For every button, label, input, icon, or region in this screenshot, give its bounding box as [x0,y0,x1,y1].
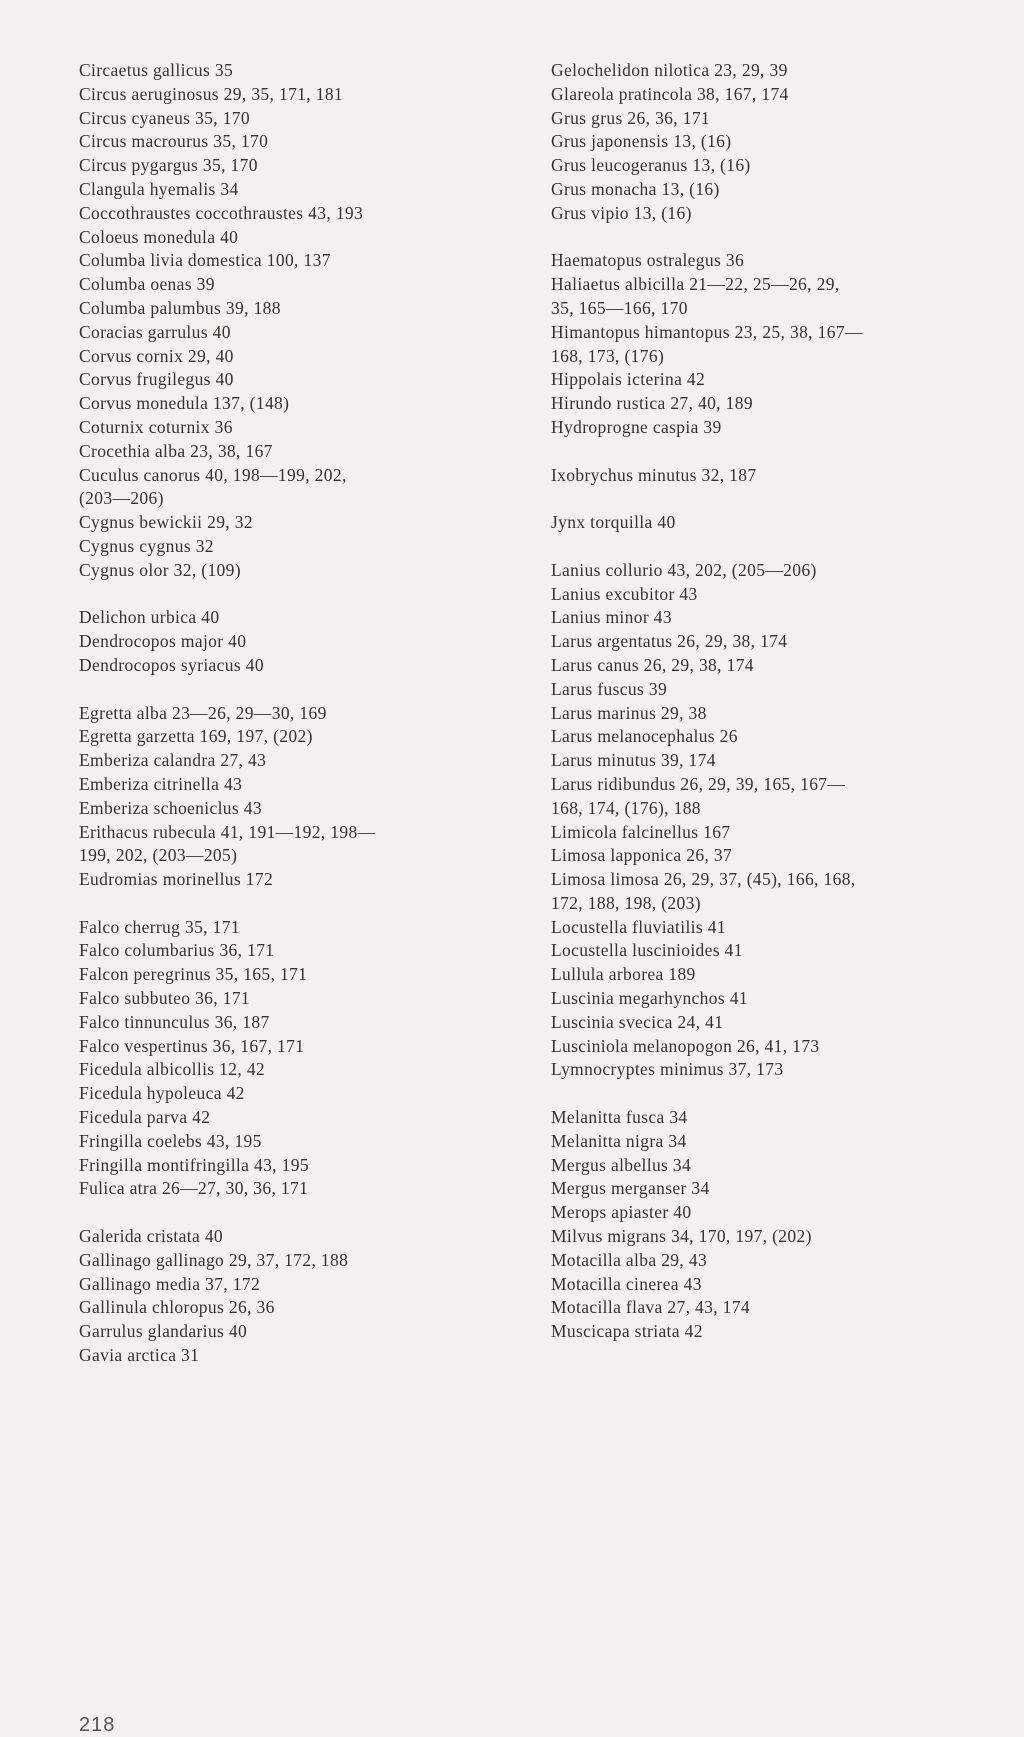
index-entry: Lanius excubitor 43 [551,583,698,604]
index-entry: Clangula hyemalis 34 [79,178,239,199]
index-entry: Falco columbarius 36, 171 [79,940,275,961]
index-letter-group [551,249,971,439]
index-entry: Lanius minor 43 [551,607,672,628]
index-entry: Hippolais icterina 42 [551,369,706,390]
index-entry: Coloeus monedula 40 [79,226,239,247]
index-entry: Erithacus rubecula 41, 191—192, 198— [79,821,376,842]
index-entry: Grus grus 26, 36, 171 [551,107,711,128]
index-entry: Grus vipio 13, (16) [551,202,692,223]
index-entry: Lusciniola melanopogon 26, 41, 173 [551,1035,820,1056]
index-entry: Coccothraustes coccothraustes 43, 193 [79,202,364,223]
index-entry: Cygnus cygnus 32 [79,535,214,556]
index-letter-group [79,606,499,677]
index-entry: Limosa lapponica 26, 37 [551,845,733,866]
index-entry: Luscinia megarhynchos 41 [551,988,748,1009]
index-entry: Emberiza citrinella 43 [79,773,243,794]
index-entry: Fringilla montifringilla 43, 195 [79,1154,309,1175]
index-letter-group [79,1225,499,1368]
index-entry: Grus japonensis 13, (16) [551,131,732,152]
index-entry: Dendrocopos major 40 [79,631,247,652]
index-letter-group [79,59,499,583]
index-entry: Circaetus gallicus 35 [79,60,234,80]
index-entry: Crocethia alba 23, 38, 167 [79,440,273,461]
index-entry: Motacilla alba 29, 43 [551,1249,708,1270]
index-entry: Lullula arborea 189 [551,964,696,985]
index-entry: Falco subbuteo 36, 171 [79,988,251,1009]
index-entry: Limicola falcinellus 167 [551,821,731,842]
index-entry: Locustella luscinioides 41 [551,940,743,961]
index-entry: Hirundo rustica 27, 40, 189 [551,393,753,414]
index-entry: Larus ridibundus 26, 29, 39, 165, 167— [551,773,846,794]
index-entry: Larus canus 26, 29, 38, 174 [551,654,754,675]
index-entry: Limosa limosa 26, 29, 37, (45), 166, 168, [551,869,856,890]
index-entry: Circus macrourus 35, 170 [79,131,269,152]
index-entry: Corvus monedula 137, (148) [79,393,290,414]
index-entry: Gallinago media 37, 172 [79,1273,261,1294]
index-entry: Circus cyaneus 35, 170 [79,107,251,128]
index-letter-group [551,559,971,1083]
index-entry: Milvus migrans 34, 170, 197, (202) [551,1226,812,1247]
index-entry: Dendrocopos syriacus 40 [79,654,264,675]
index-entry: Locustella fluviatilis 41 [551,916,726,937]
index-entry: Columba oenas 39 [79,274,215,295]
index-entry: Haematopus ostralegus 36 [551,250,745,271]
index-entry: Gallinago gallinago 29, 37, 172, 188 [79,1249,349,1270]
index-entry: Larus marinus 29, 38 [551,702,707,723]
index-letter-group [551,511,971,535]
index-entry: (203—206) [79,488,164,509]
index-entry: Grus monacha 13, (16) [551,178,720,199]
index-entry: Mergus albellus 34 [551,1154,692,1175]
index-column-left [79,59,499,1368]
index-entry: Ixobrychus minutus 32, 187 [551,464,757,485]
index-entry: Ficedula hypoleuca 42 [79,1083,245,1104]
index-entry: Galerida cristata 40 [79,1226,224,1247]
index-entry: Larus minutus 39, 174 [551,750,716,771]
index-entry: Hydroprogne caspia 39 [551,416,722,437]
index-entry: Egretta alba 23—26, 29—30, 169 [79,702,327,723]
index-entry: Mergus merganser 34 [551,1178,710,1199]
index-entry: 199, 202, (203—205) [79,845,238,866]
index-entry: Gavia arctica 31 [79,1345,200,1366]
index-entry: Lanius collurio 43, 202, (205—206) [551,559,817,580]
index-entry: Motacilla flava 27, 43, 174 [551,1297,750,1318]
index-entry: Grus leucogeranus 13, (16) [551,155,751,176]
index-entry: Emberiza calandra 27, 43 [79,750,267,771]
index-entry: Gallinula chloropus 26, 36 [79,1297,275,1318]
index-entry: Cygnus olor 32, (109) [79,559,241,580]
index-entry: Jynx torquilla 40 [551,512,676,533]
index-entry: Ficedula albicollis 12, 42 [79,1059,266,1080]
index-entry: Emberiza schoeniclus 43 [79,797,262,818]
index-entry: Garrulus glandarius 40 [79,1321,248,1342]
index-entry: Lymnocryptes minimus 37, 173 [551,1059,784,1080]
index-entry: Columba palumbus 39, 188 [79,297,281,318]
index-entry: Delichon urbica 40 [79,607,220,628]
index-entry: Merops apiaster 40 [551,1202,692,1223]
index-letter-group [551,464,971,488]
index-entry: Motacilla cinerea 43 [551,1273,702,1294]
index-entry: Columba livia domestica 100, 137 [79,250,331,271]
index-entry: Muscicapa striata 42 [551,1321,703,1342]
index-entry: Circus aeruginosus 29, 35, 171, 181 [79,83,344,104]
index-entry: Corvus frugilegus 40 [79,369,234,390]
index-entry: Falco tinnunculus 36, 187 [79,1011,270,1032]
index-entry: 35, 165—166, 170 [551,297,688,318]
index-letter-group [79,702,499,892]
index-letter-group [551,59,971,226]
index-entry: Circus pygargus 35, 170 [79,155,258,176]
index-column-right [551,59,971,1344]
index-entry: Coturnix coturnix 36 [79,416,233,437]
index-entry: Ficedula parva 42 [79,1107,211,1128]
index-entry: Himantopus himantopus 23, 25, 38, 167— [551,321,863,342]
index-entry: Larus fuscus 39 [551,678,668,699]
index-entry: Falco cherrug 35, 171 [79,916,240,937]
index-entry: Eudromias morinellus 172 [79,869,274,890]
index-entry: Falcon peregrinus 35, 165, 171 [79,964,308,985]
index-entry: Fringilla coelebs 43, 195 [79,1130,262,1151]
index-entry: Luscinia svecica 24, 41 [551,1011,724,1032]
index-entry: Coracias garrulus 40 [79,321,231,342]
index-entry: Gelochelidon nilotica 23, 29, 39 [551,60,788,80]
index-entry: Larus melanocephalus 26 [551,726,738,747]
index-entry: Haliaetus albicilla 21—22, 25—26, 29, [551,274,840,295]
page-number: 218 [79,1714,116,1736]
index-entry: Falco vespertinus 36, 167, 171 [79,1035,305,1056]
index-entry: Cygnus bewickii 29, 32 [79,512,253,533]
index-entry: 168, 173, (176) [551,345,665,366]
index-entry: Egretta garzetta 169, 197, (202) [79,726,313,747]
index-entry: Melanitta fusca 34 [551,1107,688,1128]
index-entry: Larus argentatus 26, 29, 38, 174 [551,631,788,652]
index-entry: Melanitta nigra 34 [551,1130,687,1151]
index-entry: 168, 174, (176), 188 [551,797,701,818]
index-entry: Corvus cornix 29, 40 [79,345,234,366]
index-entry: Fulica atra 26—27, 30, 36, 171 [79,1178,309,1199]
index-letter-group [79,916,499,1202]
index-entry: 172, 188, 198, (203) [551,892,701,913]
index-entry: Glareola pratincola 38, 167, 174 [551,83,789,104]
index-letter-group [551,1106,971,1344]
index-entry: Cuculus canorus 40, 198—199, 202, [79,464,347,485]
